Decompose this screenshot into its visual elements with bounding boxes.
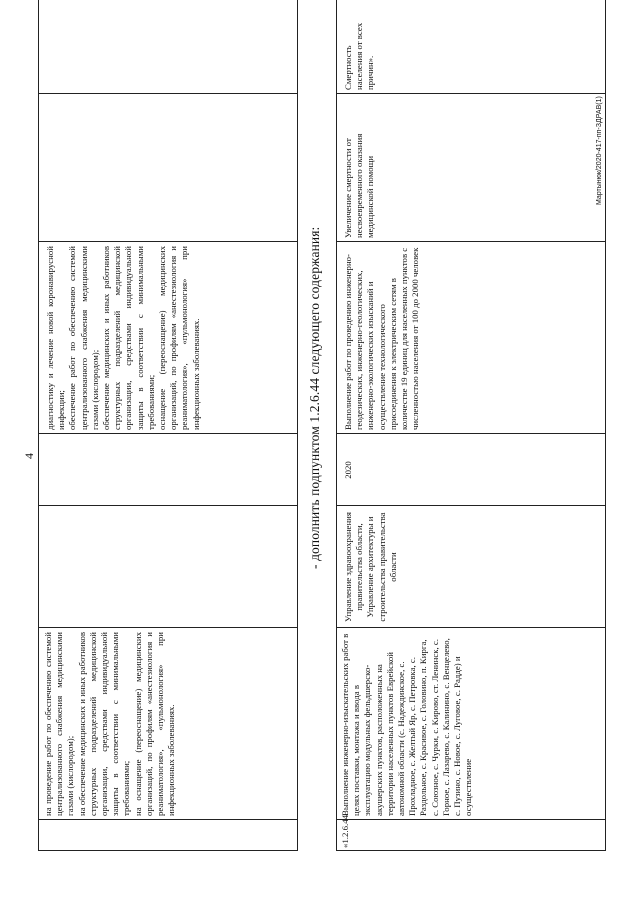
- col-number: [39, 819, 297, 850]
- col-year: [337, 433, 605, 506]
- col-consequence: [39, 93, 297, 242]
- executor-text: Управление здравоохранения правительства области, Управление архитектуры и строительства правительства области: [343, 512, 398, 622]
- subitem-number: «1.2.6.44: [340, 815, 350, 848]
- year-text: 2020: [343, 461, 353, 479]
- col-indicator: [39, 1, 297, 94]
- col-result: [39, 241, 297, 434]
- col-activity: [39, 627, 297, 820]
- indicator-text: Смертность населения от всех причин».: [343, 22, 376, 90]
- cell-result-text: диагностику и лечение новой коронавирусной инфекции; обеспечение работ по обеспечению системой централизованного снабжения медицинскими газами (кислородом); обеспечение медицинских и иных работников структурных подразделений медицинской организации, средствами индивидуальной защиты в соответствии с минимальными требованиями; оснащение (переоснащение) медицинских организаций, по профилям «анестезиология и реаниматология», «пульмонология» при инфекционных заболеваниях.: [45, 246, 201, 430]
- table-new-subitem: [336, 0, 606, 851]
- document-code: Мартынюк/2020-417-пп-ЗДРАВ(1): [596, 96, 603, 205]
- table-continued: [38, 0, 298, 851]
- col-number: [337, 815, 605, 850]
- col-indicator: [337, 1, 605, 94]
- col-executor: [337, 505, 605, 628]
- col-result: [337, 241, 605, 434]
- result-text: Выполнение работ по проведению инженерно-геодезических, инженерно-геологических, инженерно-экологических изысканий и осуществление технологического присоединения к электрическим сетям в количестве 19 единиц для населенных пунктов с численностью населения от 100 до 2000 человек: [343, 247, 421, 430]
- activity-text: Выполнение инженерно-изыскательских работ в целях поставки, монтажа и ввода в эксплуатацию модульных фельдшерско-акушерских пунктов, расположенных на территории населенных пунктов Еврейской автономной области (с. Надеждинское, с. Прохладное, с. Желтый Яр, с. Петровка, с. Раздольное, с. Красивое, с. Головино, п. Кирга, с. Союзное, с. Чурки, с. Кирово, ст. Ленинск, с. Горное, с. Лазарево, с. Калинино, с. Венцелево, с. Пузино, с. Новое, с. Луговое, с. Радде) и осуществление: [340, 633, 474, 816]
- col-year: [39, 433, 297, 506]
- cell-activity-text: на проведение работ по обеспечению системой централизованного снабжения медицинскими газами (кислородом); на обеспечение медицинских и иных работников структурных подразделений медицинской организации, средствами индивидуальной защиты в соответствии с минимальными требованиями; на оснащение (переоснащение) медицинских организаций, по профилям «анестезиология и реаниматология», «пульмонология» при инфекционных заболеваниях.: [43, 632, 177, 816]
- col-activity: [337, 627, 605, 820]
- col-executor: [39, 505, 297, 628]
- col-consequence: [337, 93, 605, 242]
- page-number: 4: [22, 453, 36, 459]
- amendment-note: - дополнить подпунктом 1.2.6.44 следующего содержания:: [307, 226, 322, 569]
- consequence-text: Увеличение смертности от несвоевременного оказания медицинской помощи: [343, 133, 376, 238]
